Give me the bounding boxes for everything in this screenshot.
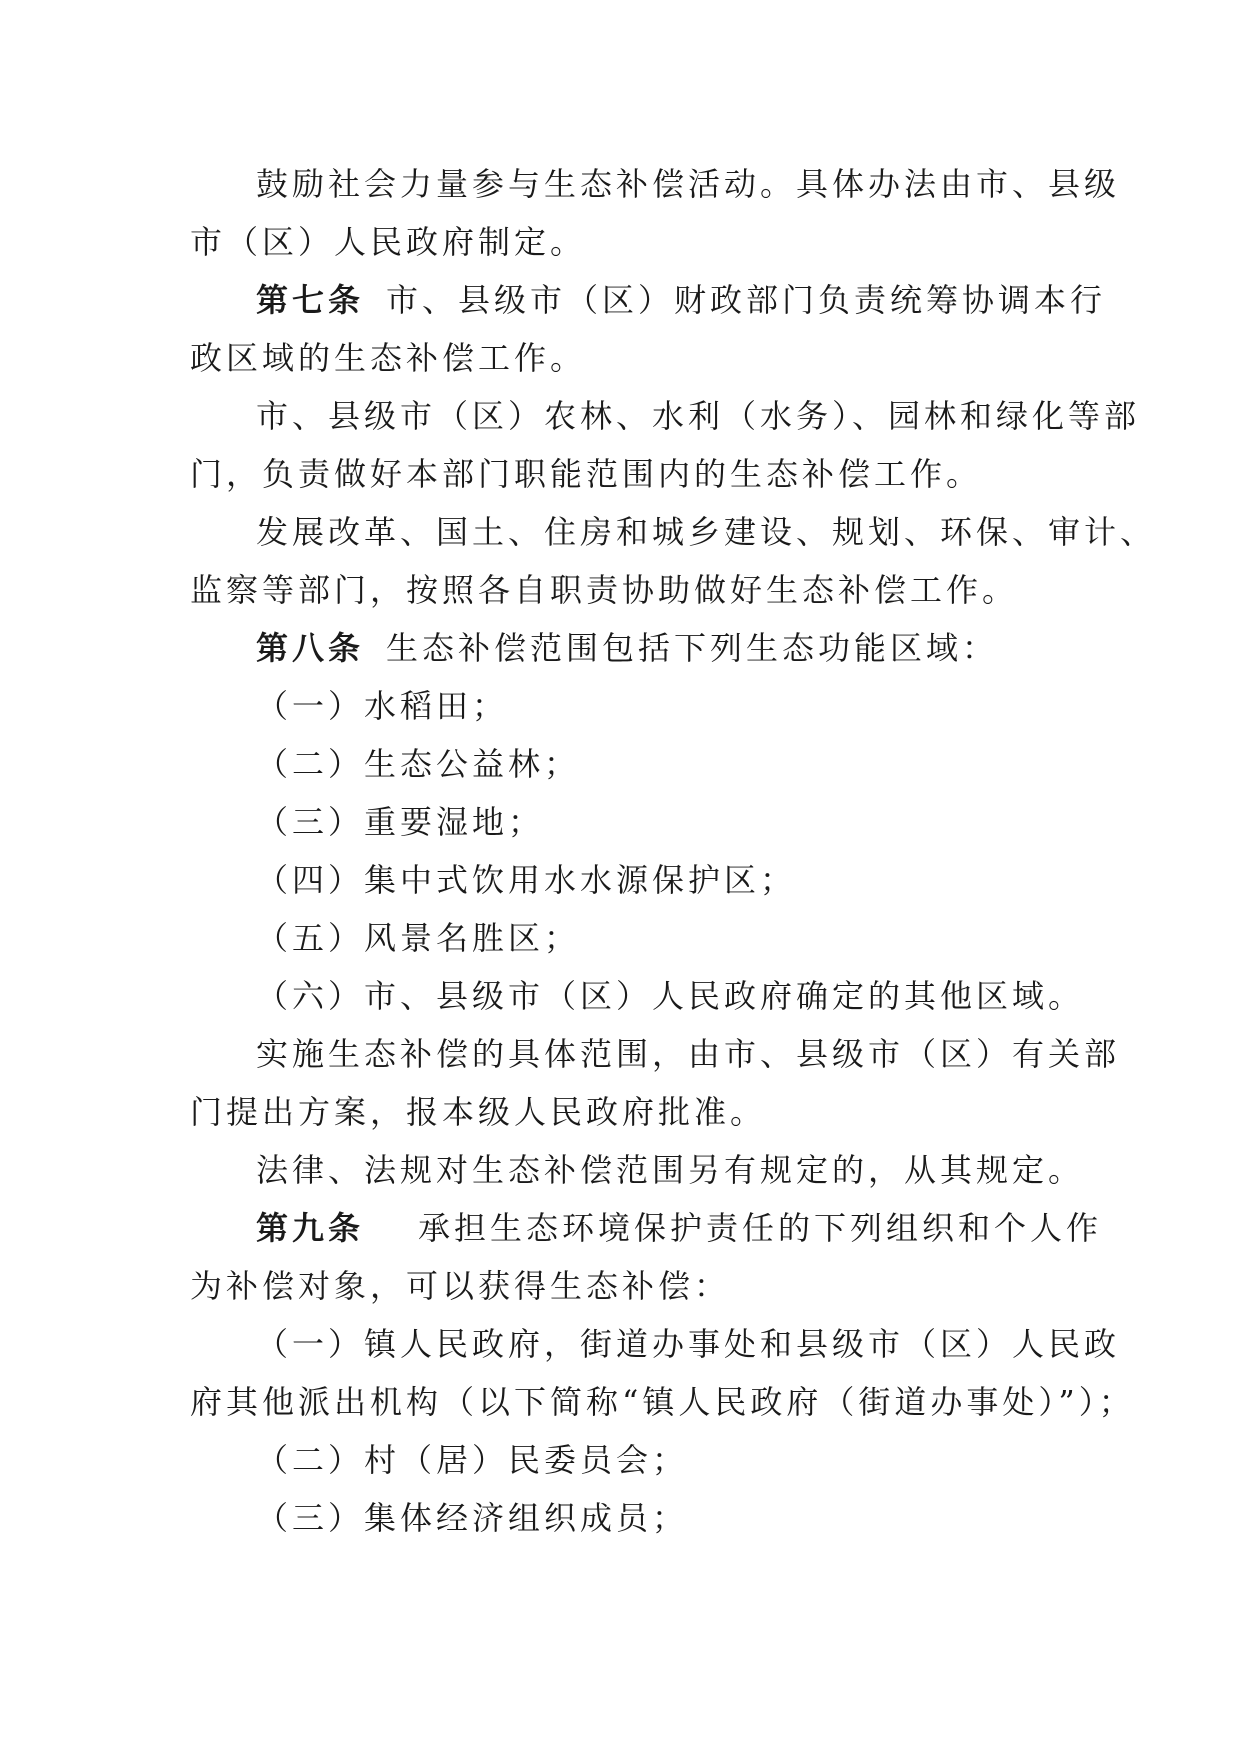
- article-9-text: 承担生态环境保护责任的下列组织和个人作: [418, 1209, 1103, 1247]
- list-item: （二）村（居）民委员会；: [256, 1441, 689, 1479]
- paragraph-line: 监察等部门，按照各自职责协助做好生态补偿工作。: [190, 571, 1019, 609]
- list-item: （三）重要湿地；: [256, 803, 545, 841]
- list-item: （一）镇人民政府，街道办事处和县级市（区）人民政: [256, 1325, 1121, 1363]
- paragraph-line: 法律、法规对生态补偿范围另有规定的，从其规定。: [256, 1151, 1085, 1189]
- article-8-line: [190, 619, 1050, 677]
- paragraph-line: 实施生态补偿的具体范围，由市、县级市（区）有关部: [256, 1035, 1121, 1073]
- paragraph-line: 发展改革、国土、住房和城乡建设、规划、环保、审计、: [256, 513, 1157, 551]
- paragraph-line: 为补偿对象，可以获得生态补偿：: [190, 1267, 731, 1305]
- article-9-line: [190, 1199, 1103, 1257]
- article-7-text: 市、县级市（区）财政部门负责统筹协调本行: [386, 281, 1107, 319]
- article-9-heading: 第九条: [256, 1209, 365, 1247]
- paragraph-line: 市（区）人民政府制定。: [190, 223, 587, 261]
- paragraph-line: 市、县级市（区）农林、水利（水务）、园林和绿化等部: [256, 397, 1141, 435]
- list-item: （三）集体经济组织成员；: [256, 1499, 689, 1537]
- article-8-heading: 第八条: [256, 629, 365, 667]
- list-item: （一）水稻田；: [256, 687, 509, 725]
- paragraph-line: 门，负责做好本部门职能范围内的生态补偿工作。: [190, 455, 983, 493]
- list-item: （四）集中式饮用水水源保护区；: [256, 861, 797, 899]
- document-body: [190, 155, 1157, 1547]
- paragraph-line: 门提出方案，报本级人民政府批准。: [190, 1093, 767, 1131]
- list-item: （二）生态公益林；: [256, 745, 581, 783]
- paragraph-line: 政区域的生态补偿工作。: [190, 339, 587, 377]
- article-7-heading: 第七条: [256, 281, 365, 319]
- article-8-text: 生态补偿范围包括下列生态功能区域：: [386, 629, 999, 667]
- list-item: （六）市、县级市（区）人民政府确定的其他区域。: [256, 977, 1085, 1015]
- list-item: （五）风景名胜区；: [256, 919, 581, 957]
- paragraph-line: 府其他派出机构（以下简称“镇人民政府（街道办事处）”）；: [190, 1383, 1135, 1421]
- paragraph-line: 鼓励社会力量参与生态补偿活动。具体办法由市、县级: [256, 165, 1121, 203]
- article-7-line: [190, 271, 1107, 329]
